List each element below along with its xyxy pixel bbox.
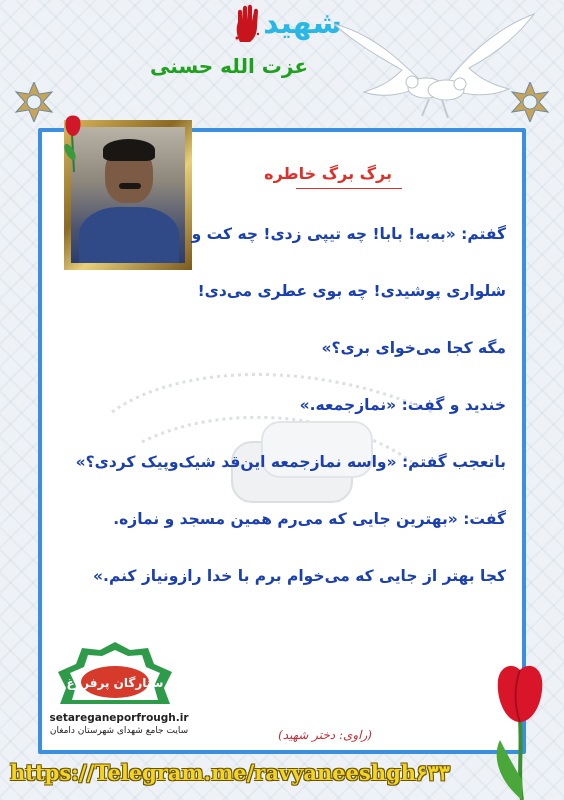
telegram-channel-link[interactable]: https://Telegram.me/ravyaneeshgh۶۳۳ bbox=[10, 760, 450, 785]
site-url-link[interactable]: setareganeporfrough.ir bbox=[49, 712, 189, 724]
site-logo bbox=[46, 640, 184, 712]
site-description: سایت جامع شهدای شهرستان دامغان bbox=[49, 726, 189, 736]
title-underline bbox=[296, 188, 402, 189]
islamic-star-ornament-icon bbox=[510, 82, 550, 122]
memoir-line: باتعجب گفتم: «واسه نمازجمعه این‌قد شیک‌وپیک کردی؟» bbox=[75, 453, 506, 471]
red-tulip-icon bbox=[478, 660, 558, 800]
memoir-line: مگه کجا می‌خوای بری؟» bbox=[321, 339, 506, 357]
memoir-line: خندید و گفت: «نمازجمعه.» bbox=[299, 396, 506, 414]
islamic-star-ornament-icon bbox=[14, 82, 54, 122]
memoir-text bbox=[56, 224, 506, 623]
red-rose-icon bbox=[58, 114, 88, 174]
martyr-name: عزت الله حسنی bbox=[150, 54, 308, 78]
memoir-title: برگ برگ خاطره bbox=[264, 164, 392, 183]
shahid-heading: شهید bbox=[263, 6, 342, 41]
memoir-line: گفتم: «به‌به! بابا! چه تیپی زدی! چه کت و bbox=[191, 225, 506, 243]
memoir-line: شلواری پوشیدی! چه بوی عطری می‌دی! bbox=[197, 282, 506, 300]
narrator-credit: (راوی: دختر شهید) bbox=[278, 728, 372, 742]
red-handprint-icon bbox=[232, 4, 262, 44]
memoir-line: گفت: «بهترین جایی که می‌رم همین مسجد و نمازه. bbox=[113, 510, 506, 528]
logo-text: ستارگان پرفروغ bbox=[66, 676, 164, 690]
memoir-line: کجا بهتر از جایی که می‌خوام برم با خدا رازونیاز کنم.» bbox=[93, 567, 506, 585]
